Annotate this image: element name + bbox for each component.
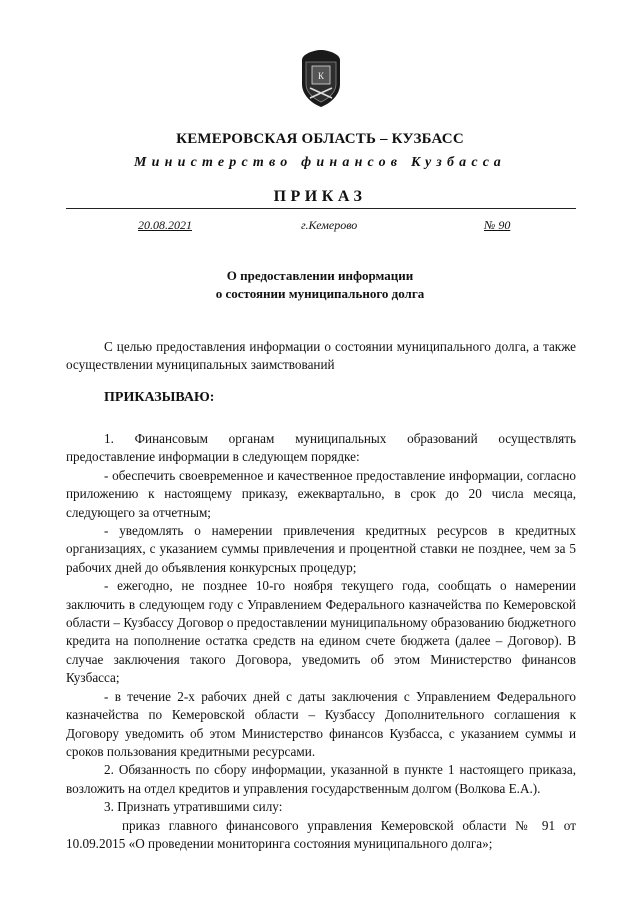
coat-of-arms-emblem xyxy=(296,48,346,108)
item-3: 3. Признать утратившими силу: xyxy=(104,799,283,815)
ministry-heading: Министерство финансов Кузбасса xyxy=(133,155,506,170)
document-subject xyxy=(0,267,640,303)
document-number: № 90 xyxy=(484,218,511,232)
item-2: 2. Обязанность по сбору информации, указанной в пункте 1 настоящего приказа, возложить на отдел кредитов и управления государственным долгом (Волкова Е.А.). xyxy=(66,762,576,796)
preamble-text: С целью предоставления информации о состоянии муниципального долга, а также осуществлении муниципальных заимствований xyxy=(66,339,576,373)
subject-line-2: о состоянии муниципального долга xyxy=(215,286,425,301)
item-3-a: приказ главного финансового управления Кемеровской области № 91 от 10.09.2015 «О проведении мониторинга состояния муниципального долга»; xyxy=(66,817,576,851)
subject-line-1: О предоставлении информации xyxy=(226,268,414,283)
item-1-a: - обеспечить своевременное и качественное предоставление информации, согласно приложению к настоящему приказу, ежеквартально, в срок до 20 числа месяца, следующего за отчетным; xyxy=(66,467,576,520)
header-divider xyxy=(66,208,576,209)
item-1-b: - уведомлять о намерении привлечения кредитных ресурсов в кредитных организациях, с указанием суммы привлечения и процентной ставки не позднее, чем за 5 рабочих дней до объявления конкурсных процедур; xyxy=(66,523,576,575)
region-heading: КЕМЕРОВСКАЯ ОБЛАСТЬ – КУЗБАСС xyxy=(176,131,464,147)
document-type-title: ПРИКАЗ xyxy=(273,188,367,205)
item-1-d: - в течение 2-х рабочих дней с даты заключения с Управлением Федерального казначейства по Кемеровской области – Кузбассу Дополнительного соглашения к Договору уведомить об этом Министерство финансов Кузбасса, с указанием суммы и сроков пользования кредитными ресурсами. xyxy=(66,688,576,759)
preamble-block xyxy=(66,338,576,375)
order-items xyxy=(66,430,576,853)
item-1-intro: 1. Финансовым органам муниципальных образований осуществлять предоставление информации в следующем порядке: xyxy=(66,431,576,465)
order-word: ПРИКАЗЫВАЮ: xyxy=(104,390,215,405)
document-city: г.Кемерово xyxy=(301,218,358,232)
item-1-c: - ежегодно, не позднее 10-го ноября текущего года, сообщать о намерении заключить в следующем году с Управлением Федерального казначейства по Кемеровской области – Кузбассу Договор о предоставлении муниципальному образованию бюджетного кредита на пополнение остатка средств на едином счете бюджета (далее – Договор). В случае заключения такого Договора, уведомить об этом Министерство финансов Кузбасса; xyxy=(66,578,576,686)
document-date: 20.08.2021 xyxy=(138,218,192,232)
svg-text:К: К xyxy=(317,71,325,81)
